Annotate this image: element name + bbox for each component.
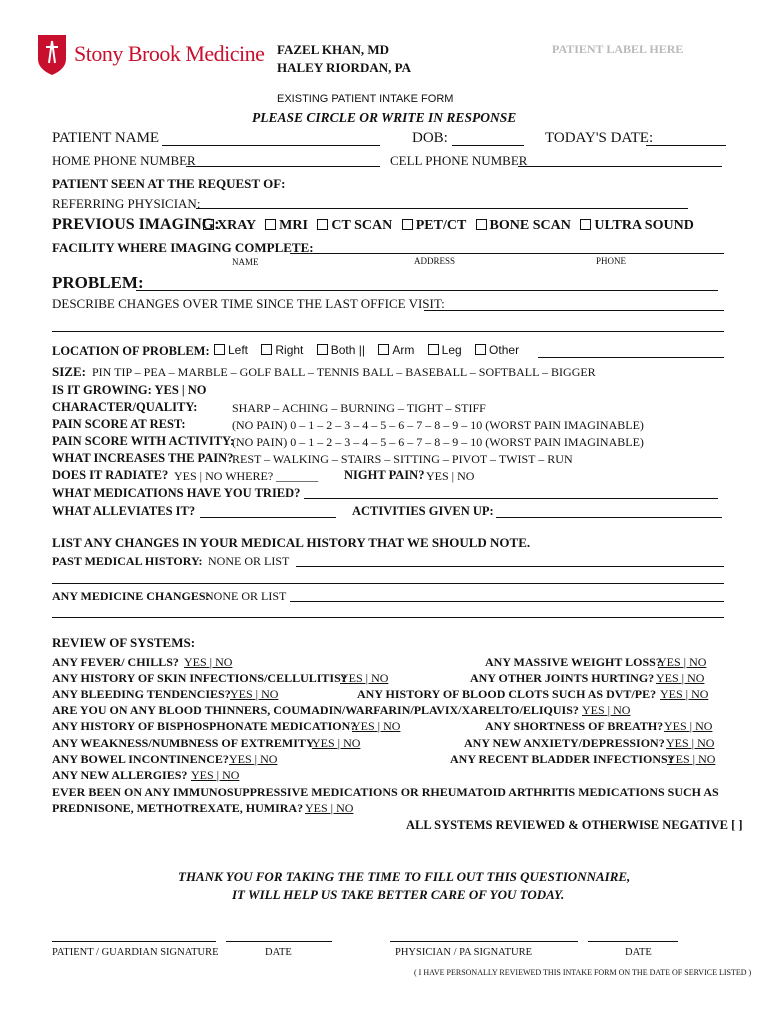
checkbox-icon[interactable]: [580, 219, 591, 230]
home-phone-field[interactable]: [186, 166, 380, 167]
ros-a-thinners[interactable]: YES | NO: [582, 703, 631, 717]
ros-a-fever[interactable]: YES | NO: [184, 655, 233, 669]
ros-q-fever: ANY FEVER/ CHILLS?: [52, 655, 179, 669]
activities-given-up-label: ACTIVITIES GIVEN UP:: [352, 504, 494, 518]
activities-given-up-field[interactable]: [496, 517, 722, 518]
patient-date-label: DATE: [265, 947, 292, 958]
physician-signature-field[interactable]: [390, 941, 578, 942]
checkbox-icon[interactable]: [214, 344, 225, 355]
cell-phone-field[interactable]: [518, 166, 722, 167]
character-label: CHARACTER/QUALITY:: [52, 400, 198, 414]
imaging-option-mri[interactable]: MRI: [265, 218, 308, 233]
size-label: SIZE:: [52, 364, 86, 379]
patient-name-label: PATIENT NAME: [52, 130, 160, 146]
location-other[interactable]: Other: [475, 343, 519, 357]
pain-activity-scale[interactable]: (NO PAIN) 0 – 1 – 2 – 3 – 4 – 5 – 6 – 7 – 8 – 9 – 10 (WORST PAIN IMAGINABLE): [232, 435, 644, 449]
medicine-changes-field[interactable]: [290, 601, 724, 602]
checkbox-icon[interactable]: [261, 344, 272, 355]
stony-brook-shield-icon: [36, 33, 68, 77]
imaging-options: [203, 218, 694, 234]
problem-label: PROBLEM:: [52, 273, 144, 292]
facility-sub-phone: PHONE: [596, 256, 627, 266]
location-other-field[interactable]: [538, 357, 724, 358]
pain-rest-scale[interactable]: (NO PAIN) 0 – 1 – 2 – 3 – 4 – 5 – 6 – 7 – 8 – 9 – 10 (WORST PAIN IMAGINABLE): [232, 418, 644, 432]
history-heading: LIST ANY CHANGES IN YOUR MEDICAL HISTORY THAT WE SHOULD NOTE.: [52, 535, 531, 550]
problem-field[interactable]: [136, 290, 718, 291]
pain-activity-label: PAIN SCORE WITH ACTIVITY:: [52, 434, 235, 448]
location-left[interactable]: Left: [214, 343, 248, 357]
medicine-changes-value[interactable]: NONE OR LIST: [205, 589, 287, 603]
location-label: LOCATION OF PROBLEM:: [52, 344, 210, 358]
ros-a-weakness[interactable]: YES | NO: [312, 736, 361, 750]
ros-heading: REVIEW OF SYSTEMS:: [52, 635, 196, 650]
growing-question[interactable]: IS IT GROWING: YES | NO: [52, 383, 207, 397]
dob-field[interactable]: [452, 145, 524, 146]
physician-signature-label: PHYSICIAN / PA SIGNATURE: [395, 947, 533, 958]
ros-a-bowel[interactable]: YES | NO: [229, 752, 278, 766]
patient-date-field[interactable]: [226, 941, 332, 942]
facility-sub-address: ADDRESS: [414, 256, 456, 266]
imaging-option-ct[interactable]: CT SCAN: [317, 218, 392, 233]
todays-date-field[interactable]: [646, 145, 726, 146]
todays-date-label: TODAY'S DATE:: [545, 130, 654, 146]
thanks-line-2: IT WILL HELP US TAKE BETTER CARE OF YOU TODAY.: [232, 887, 565, 902]
review-disclaimer: ( I HAVE PERSONALLY REVIEWED THIS INTAKE FORM ON THE DATE OF SERVICE LISTED ): [414, 968, 752, 977]
medicine-changes-field-2[interactable]: [52, 617, 724, 618]
patient-label-placeholder: PATIENT LABEL HERE: [552, 42, 684, 56]
checkbox-icon[interactable]: [265, 219, 276, 230]
ros-a-immuno[interactable]: YES | NO: [305, 801, 354, 815]
home-phone-label: HOME PHONE NUMBER: [52, 153, 196, 168]
patient-name-field[interactable]: [162, 145, 380, 146]
ros-q-bisphosphonate: ANY HISTORY OF BISPHOSPHONATE MEDICATION?: [52, 719, 357, 733]
checkbox-icon[interactable]: [476, 219, 487, 230]
past-history-label: PAST MEDICAL HISTORY:: [52, 554, 203, 568]
checkbox-icon[interactable]: [203, 219, 214, 230]
imaging-option-xray[interactable]: XRAY: [203, 218, 256, 233]
location-options: [214, 343, 519, 357]
ros-q-skin: ANY HISTORY OF SKIN INFECTIONS/CELLULITIS?: [52, 671, 347, 685]
describe-changes-field[interactable]: [424, 310, 724, 311]
ros-a-clots[interactable]: YES | NO: [660, 687, 709, 701]
alleviates-label: WHAT ALLEVIATES IT?: [52, 504, 196, 518]
past-history-field[interactable]: [296, 566, 724, 567]
physician-date-field[interactable]: [588, 941, 678, 942]
describe-changes-field-2[interactable]: [52, 331, 724, 332]
location-both[interactable]: Both ||: [317, 343, 365, 357]
character-values[interactable]: SHARP – ACHING – BURNING – TIGHT – STIFF: [232, 401, 486, 415]
ros-a-bladder[interactable]: YES | NO: [667, 752, 716, 766]
night-pain-values[interactable]: YES | NO: [426, 469, 475, 483]
medications-tried-label: WHAT MEDICATIONS HAVE YOU TRIED?: [52, 486, 301, 500]
dob-label: DOB:: [412, 130, 448, 146]
ros-a-bleeding[interactable]: YES | NO: [230, 687, 279, 701]
thanks-line-1: THANK YOU FOR TAKING THE TIME TO FILL OUT THIS QUESTIONNAIRE,: [178, 869, 631, 884]
patient-signature-field[interactable]: [52, 941, 216, 942]
ros-q-anxiety: ANY NEW ANXIETY/DEPRESSION?: [464, 736, 665, 750]
referring-physician-field[interactable]: [196, 208, 688, 209]
medicine-changes-label: ANY MEDICINE CHANGES:: [52, 589, 210, 603]
ros-q-breath: ANY SHORTNESS OF BREATH?: [485, 719, 664, 733]
past-history-field-2[interactable]: [52, 583, 724, 584]
ros-q-joints: ANY OTHER JOINTS HURTING?: [470, 671, 655, 685]
medications-tried-field[interactable]: [304, 498, 718, 499]
pain-rest-label: PAIN SCORE AT REST:: [52, 417, 186, 431]
ros-q-immuno-2: PREDNISONE, METHOTREXATE, HUMIRA?: [52, 801, 304, 815]
ros-q-weakness: ANY WEAKNESS/NUMBNESS OF EXTREMITY: [52, 736, 315, 750]
imaging-option-bonescan[interactable]: BONE SCAN: [476, 218, 571, 233]
size-values[interactable]: PIN TIP – PEA – MARBLE – GOLF BALL – TENNIS BALL – BASEBALL – SOFTBALL – BIGGER: [92, 365, 596, 379]
increases-values[interactable]: REST – WALKING – STAIRS – SITTING – PIVOT – TWIST – RUN: [232, 452, 573, 466]
previous-imaging-label: PREVIOUS IMAGING:: [52, 216, 220, 233]
physician-date-label: DATE: [625, 947, 652, 958]
form-title: EXISTING PATIENT INTAKE FORM: [277, 93, 454, 105]
checkbox-icon[interactable]: [475, 344, 486, 355]
checkbox-icon[interactable]: [402, 219, 413, 230]
location-leg[interactable]: Leg: [428, 343, 462, 357]
all-systems-reviewed[interactable]: ALL SYSTEMS REVIEWED & OTHERWISE NEGATIVE [ ]: [406, 818, 743, 832]
ros-a-skin[interactable]: YES | NO: [340, 671, 389, 685]
increases-label: WHAT INCREASES THE PAIN?: [52, 451, 234, 465]
ros-q-bowel: ANY BOWEL INCONTINENCE?: [52, 752, 229, 766]
facility-field[interactable]: [290, 253, 724, 254]
form-subtitle: PLEASE CIRCLE OR WRITE IN RESPONSE: [252, 110, 517, 125]
ros-a-weight-loss[interactable]: YES | NO: [658, 655, 707, 669]
seen-request-label: PATIENT SEEN AT THE REQUEST OF:: [52, 176, 286, 191]
checkbox-icon[interactable]: [317, 219, 328, 230]
cell-phone-label: CELL PHONE NUMBER: [390, 153, 528, 168]
doctor-name-2: HALEY RIORDAN, PA: [277, 60, 411, 75]
ros-q-thinners: ARE YOU ON ANY BLOOD THINNERS, COUMADIN/WARFARIN/PLAVIX/XARELTO/ELIQUIS?: [52, 703, 579, 717]
ros-q-bladder: ANY RECENT BLADDER INFECTIONS?: [450, 752, 674, 766]
logo-text: Stony Brook Medicine: [74, 41, 265, 66]
radiate-label: DOES IT RADIATE?: [52, 468, 169, 482]
referring-physician-label: REFERRING PHYSICIAN:: [52, 196, 201, 211]
ros-q-bleeding: ANY BLEEDING TENDENCIES?: [52, 687, 231, 701]
ros-q-clots: ANY HISTORY OF BLOOD CLOTS SUCH AS DVT/PE?: [357, 687, 657, 701]
facility-label: FACILITY WHERE IMAGING COMPLETE:: [52, 240, 314, 255]
patient-signature-label: PATIENT / GUARDIAN SIGNATURE: [52, 947, 219, 958]
ros-q-immuno-1: EVER BEEN ON ANY IMMUNOSUPPRESSIVE MEDICATIONS OR RHEUMATOID ARTHRITIS MEDICATIONS SUCH AS: [52, 785, 719, 799]
describe-changes-label: DESCRIBE CHANGES OVER TIME SINCE THE LAST OFFICE VISIT:: [52, 296, 445, 311]
imaging-option-petct[interactable]: PET/CT: [402, 218, 466, 233]
ros-a-joints[interactable]: YES | NO: [656, 671, 705, 685]
past-history-value[interactable]: NONE OR LIST: [208, 554, 290, 568]
doctor-name-1: FAZEL KHAN, MD: [277, 42, 390, 57]
location-right[interactable]: Right: [261, 343, 303, 357]
night-pain-label: NIGHT PAIN?: [344, 468, 425, 482]
radiate-values[interactable]: YES | NO WHERE? _______: [174, 469, 319, 483]
checkbox-icon[interactable]: [428, 344, 439, 355]
imaging-option-ultrasound[interactable]: ULTRA SOUND: [580, 218, 693, 233]
ros-q-allergies: ANY NEW ALLERGIES?: [52, 768, 188, 782]
ros-a-allergies[interactable]: YES | NO: [191, 768, 240, 782]
ros-a-bisphosphonate[interactable]: YES | NO: [352, 719, 401, 733]
location-arm[interactable]: Arm: [378, 343, 414, 357]
alleviates-field[interactable]: [200, 517, 336, 518]
checkbox-icon[interactable]: [378, 344, 389, 355]
ros-a-breath[interactable]: YES | NO: [664, 719, 713, 733]
checkbox-icon[interactable]: [317, 344, 328, 355]
facility-sub-name: NAME: [232, 257, 259, 267]
ros-q-weight-loss: ANY MASSIVE WEIGHT LOSS?: [485, 655, 662, 669]
ros-a-anxiety[interactable]: YES | NO: [666, 736, 715, 750]
